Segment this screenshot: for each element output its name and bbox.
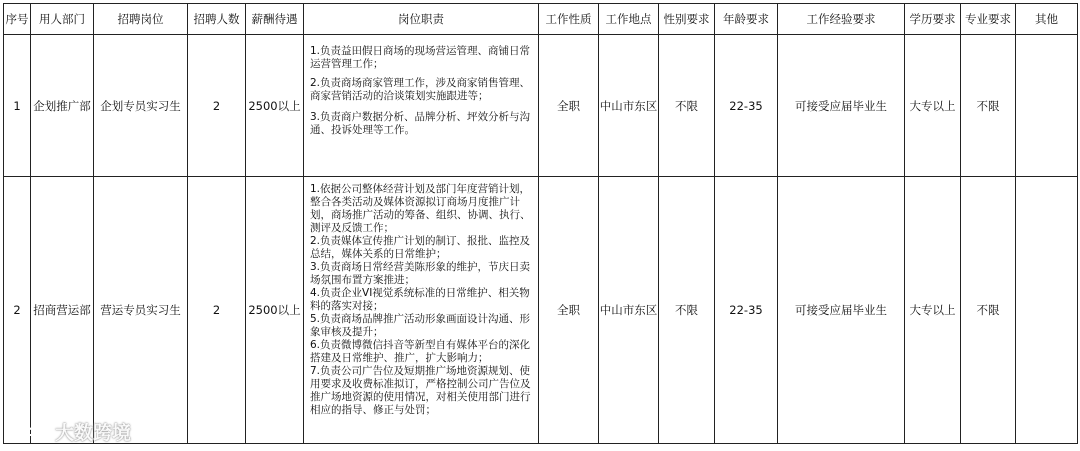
duty-item: 4.负责企业VI视觉系统标准的日常维护、相关物料的落实对接； xyxy=(310,287,530,312)
age-requirement: 22-35 xyxy=(715,35,778,177)
experience-requirement: 可接受应届毕业生 xyxy=(778,35,905,177)
major-requirement: 不限 xyxy=(961,177,1016,444)
gender-requirement: 不限 xyxy=(659,35,715,177)
duties-cell xyxy=(304,35,539,177)
cloud-logo-icon xyxy=(8,421,50,443)
table-row xyxy=(4,35,1078,177)
duty-item: 1.负责益田假日商场的现场营运管理、商铺日常运营管理工作； xyxy=(310,45,531,70)
gender-requirement: 不限 xyxy=(659,177,715,444)
duty-item: 2.负责媒体宣传推广计划的制订、报批、监控及总结，媒体关系的日常维护； xyxy=(310,235,531,260)
header-cell: 序号 xyxy=(4,4,31,35)
department: 招商营运部 xyxy=(31,177,94,444)
duty-item: 3.负责商场日常经营美陈形象的维护，节庆日卖场氛围布置方案推进； xyxy=(310,261,531,286)
header-cell: 工作地点 xyxy=(599,4,659,35)
work-location: 中山市东区 xyxy=(599,177,659,444)
work-location: 中山市东区 xyxy=(599,35,659,177)
other xyxy=(1016,35,1078,177)
salary: 2500以上 xyxy=(246,177,304,444)
headcount: 2 xyxy=(188,35,246,177)
department: 企划推广部 xyxy=(31,35,94,177)
header-row xyxy=(4,4,1078,35)
duty-item: 7.负责公司广告位及短期推广场地资源规划、使用要求及收费标准拟订，严格控制公司广告位及推广场地资源的使用情况，对相关使用部门进行相应的指导、修正与处罚； xyxy=(310,365,531,416)
duty-item: 6.负责微博微信抖音等新型自有媒体平台的深化搭建及日常维护、推广，扩大影响力； xyxy=(310,339,531,364)
table-row xyxy=(4,177,1078,444)
duty-item: 2.负责商场商家管理工作，涉及商家销售管理、商家营销活动的洽谈策划实施跟进等； xyxy=(310,77,531,102)
watermark xyxy=(8,418,131,445)
major-requirement: 不限 xyxy=(961,35,1016,177)
age-requirement: 22-35 xyxy=(715,177,778,444)
duties-cell xyxy=(304,177,539,444)
other xyxy=(1016,177,1078,444)
duty-item: 3.负责商户数据分析、品牌分析、坪效分析与沟通、投诉处理等工作。 xyxy=(310,111,531,136)
header-cell: 学历要求 xyxy=(905,4,961,35)
salary: 2500以上 xyxy=(246,35,304,177)
header-cell: 专业要求 xyxy=(961,4,1016,35)
header-cell: 岗位职责 xyxy=(304,4,539,35)
header-cell: 性别要求 xyxy=(659,4,715,35)
duty-item: 1.依据公司整体经营计划及部门年度营销计划，整合各类活动及媒体资源拟订商场月度推广计划，商场推广活动的筹备、组织、协调、执行、测评及反馈工作； xyxy=(310,183,531,234)
header-cell: 工作性质 xyxy=(539,4,599,35)
header-cell: 其他 xyxy=(1016,4,1078,35)
row-number: 2 xyxy=(4,177,31,444)
header-cell: 年龄要求 xyxy=(715,4,778,35)
header-cell: 工作经验要求 xyxy=(778,4,905,35)
header-cell: 薪酬待遇 xyxy=(246,4,304,35)
row-number: 1 xyxy=(4,35,31,177)
watermark-text: 大数跨境 xyxy=(55,422,132,444)
header-cell: 用人部门 xyxy=(31,4,94,35)
position: 营运专员实习生 xyxy=(94,177,188,444)
header-cell: 招聘岗位 xyxy=(94,4,188,35)
header-cell: 招聘人数 xyxy=(188,4,246,35)
job-nature: 全职 xyxy=(539,35,599,177)
duty-item: 5.负责商场品牌推广活动形象画面设计沟通、形象审核及提升； xyxy=(310,313,531,338)
headcount: 2 xyxy=(188,177,246,444)
recruitment-table xyxy=(3,3,1078,444)
education-requirement: 大专以上 xyxy=(905,35,961,177)
job-nature: 全职 xyxy=(539,177,599,444)
education-requirement: 大专以上 xyxy=(905,177,961,444)
position: 企划专员实习生 xyxy=(94,35,188,177)
experience-requirement: 可接受应届毕业生 xyxy=(778,177,905,444)
